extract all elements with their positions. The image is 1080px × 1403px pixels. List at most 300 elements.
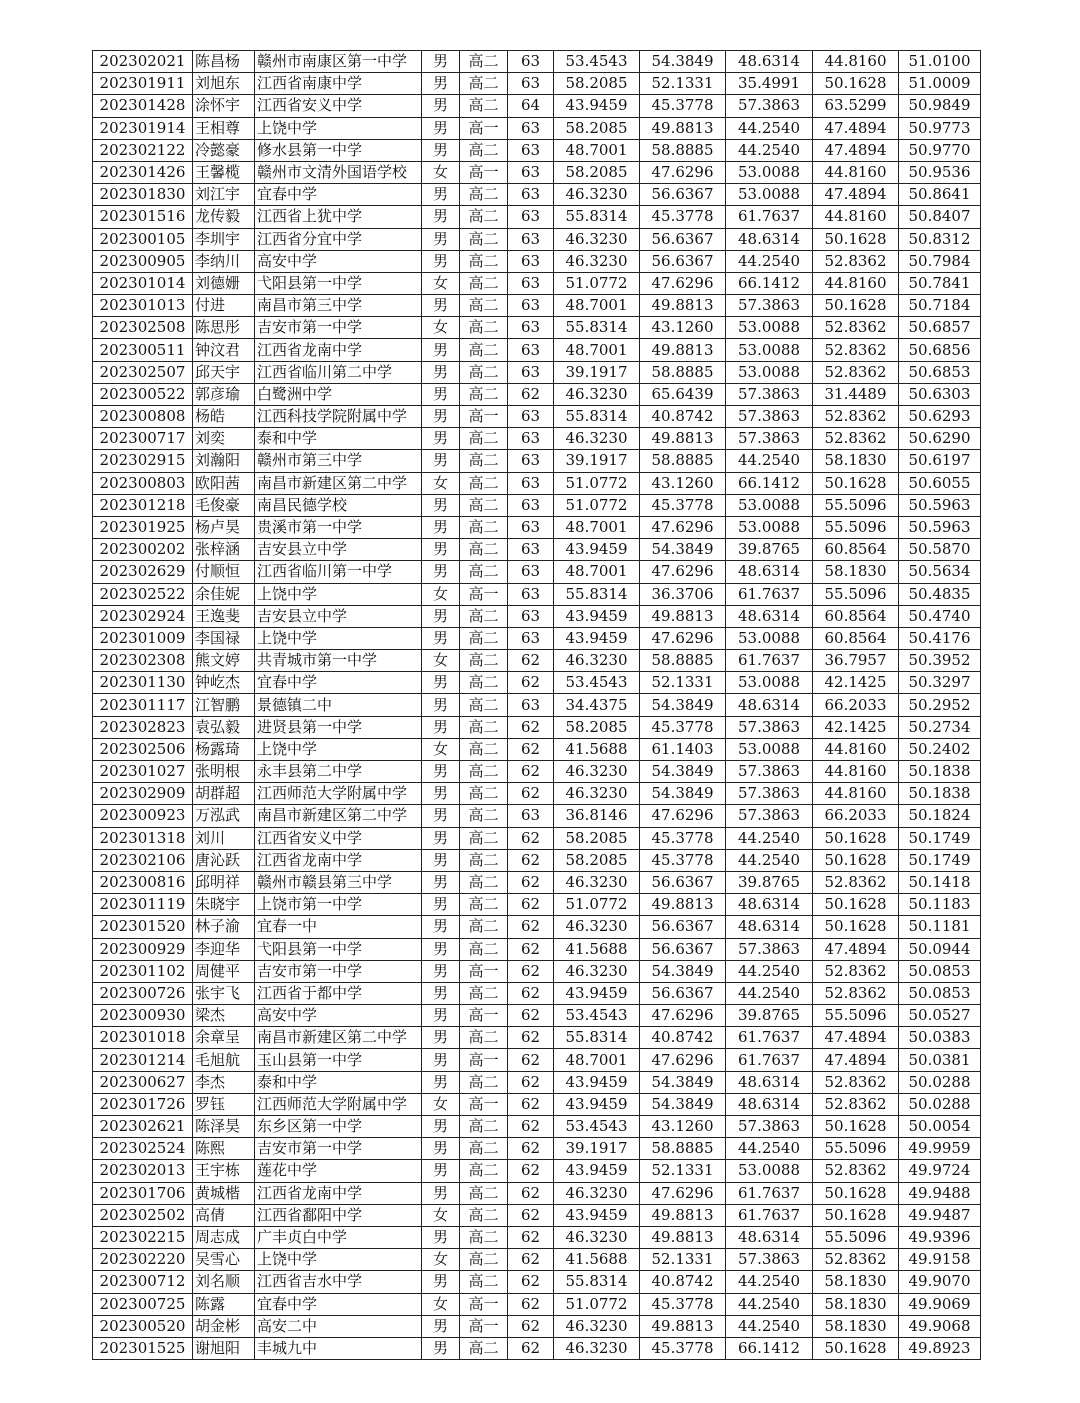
cell-subject-4: 55.5096 bbox=[813, 1005, 899, 1027]
cell-total: 50.8641 bbox=[899, 184, 981, 206]
cell-student-id: 202300511 bbox=[93, 339, 193, 361]
cell-subject-2: 49.8813 bbox=[640, 605, 726, 627]
cell-name: 王宇栋 bbox=[193, 1160, 255, 1182]
cell-subject-2: 49.8813 bbox=[640, 894, 726, 916]
cell-score: 62 bbox=[508, 716, 554, 738]
cell-subject-1: 39.1917 bbox=[554, 1138, 640, 1160]
cell-name: 刘名顺 bbox=[193, 1271, 255, 1293]
cell-score: 64 bbox=[508, 95, 554, 117]
cell-subject-2: 40.8742 bbox=[640, 1271, 726, 1293]
cell-gender: 男 bbox=[422, 916, 460, 938]
table-row bbox=[93, 1204, 981, 1226]
cell-score: 62 bbox=[508, 1116, 554, 1138]
cell-score: 63 bbox=[508, 805, 554, 827]
cell-student-id: 202301318 bbox=[93, 827, 193, 849]
table-row bbox=[93, 51, 981, 73]
cell-name: 陈昌杨 bbox=[193, 51, 255, 73]
cell-subject-1: 58.2085 bbox=[554, 161, 640, 183]
cell-grade: 高一 bbox=[460, 117, 508, 139]
cell-school: 江西科技学院附属中学 bbox=[255, 406, 422, 428]
cell-subject-1: 41.5688 bbox=[554, 1249, 640, 1271]
cell-grade: 高二 bbox=[460, 761, 508, 783]
table-row bbox=[93, 228, 981, 250]
cell-subject-4: 66.2033 bbox=[813, 694, 899, 716]
cell-subject-3: 53.0088 bbox=[726, 672, 813, 694]
cell-name: 龙传毅 bbox=[193, 206, 255, 228]
cell-subject-4: 50.1628 bbox=[813, 1337, 899, 1359]
table-row bbox=[93, 761, 981, 783]
cell-student-id: 202301830 bbox=[93, 184, 193, 206]
cell-student-id: 202302021 bbox=[93, 51, 193, 73]
cell-subject-1: 46.3230 bbox=[554, 228, 640, 250]
cell-grade: 高二 bbox=[460, 428, 508, 450]
cell-school: 景德镇二中 bbox=[255, 694, 422, 716]
cell-subject-1: 51.0772 bbox=[554, 272, 640, 294]
cell-subject-3: 39.8765 bbox=[726, 539, 813, 561]
cell-total: 50.4176 bbox=[899, 627, 981, 649]
cell-grade: 高一 bbox=[460, 583, 508, 605]
cell-subject-2: 52.1331 bbox=[640, 1249, 726, 1271]
cell-total: 50.7184 bbox=[899, 295, 981, 317]
cell-score: 62 bbox=[508, 738, 554, 760]
cell-subject-2: 45.3778 bbox=[640, 1293, 726, 1315]
cell-grade: 高二 bbox=[460, 627, 508, 649]
cell-subject-2: 58.8885 bbox=[640, 361, 726, 383]
cell-school: 玉山县第一中学 bbox=[255, 1049, 422, 1071]
cell-subject-4: 60.8564 bbox=[813, 627, 899, 649]
cell-subject-3: 53.0088 bbox=[726, 361, 813, 383]
cell-name: 余章呈 bbox=[193, 1027, 255, 1049]
cell-school: 南昌市新建区第二中学 bbox=[255, 472, 422, 494]
cell-grade: 高二 bbox=[460, 206, 508, 228]
cell-grade: 高二 bbox=[460, 1027, 508, 1049]
cell-gender: 女 bbox=[422, 1293, 460, 1315]
cell-grade: 高二 bbox=[460, 139, 508, 161]
cell-gender: 男 bbox=[422, 627, 460, 649]
cell-grade: 高一 bbox=[460, 960, 508, 982]
cell-subject-3: 44.2540 bbox=[726, 827, 813, 849]
cell-gender: 男 bbox=[422, 339, 460, 361]
cell-total: 50.2952 bbox=[899, 694, 981, 716]
cell-total: 51.0009 bbox=[899, 73, 981, 95]
cell-school: 江西师范大学附属中学 bbox=[255, 783, 422, 805]
cell-gender: 男 bbox=[422, 516, 460, 538]
cell-student-id: 202302506 bbox=[93, 738, 193, 760]
cell-student-id: 202302522 bbox=[93, 583, 193, 605]
cell-subject-4: 44.8160 bbox=[813, 161, 899, 183]
cell-subject-2: 43.1260 bbox=[640, 472, 726, 494]
cell-subject-4: 52.8362 bbox=[813, 250, 899, 272]
cell-name: 罗钰 bbox=[193, 1093, 255, 1115]
cell-score: 62 bbox=[508, 916, 554, 938]
cell-school: 赣州市文清外国语学校 bbox=[255, 161, 422, 183]
cell-name: 郭彦瑜 bbox=[193, 383, 255, 405]
cell-name: 杨皓 bbox=[193, 406, 255, 428]
cell-score: 63 bbox=[508, 184, 554, 206]
cell-subject-2: 56.6367 bbox=[640, 871, 726, 893]
cell-score: 63 bbox=[508, 472, 554, 494]
cell-subject-2: 54.3849 bbox=[640, 51, 726, 73]
cell-gender: 男 bbox=[422, 228, 460, 250]
cell-subject-3: 61.7637 bbox=[726, 650, 813, 672]
table-row bbox=[93, 117, 981, 139]
cell-score: 63 bbox=[508, 516, 554, 538]
cell-name: 付顺恒 bbox=[193, 561, 255, 583]
cell-subject-3: 44.2540 bbox=[726, 982, 813, 1004]
cell-subject-3: 53.0088 bbox=[726, 1160, 813, 1182]
cell-grade: 高二 bbox=[460, 539, 508, 561]
cell-gender: 男 bbox=[422, 1226, 460, 1248]
cell-score: 63 bbox=[508, 339, 554, 361]
cell-subject-1: 36.8146 bbox=[554, 805, 640, 827]
cell-subject-1: 46.3230 bbox=[554, 916, 640, 938]
cell-name: 高倩 bbox=[193, 1204, 255, 1226]
cell-subject-1: 51.0772 bbox=[554, 472, 640, 494]
cell-subject-1: 39.1917 bbox=[554, 450, 640, 472]
cell-grade: 高一 bbox=[460, 1293, 508, 1315]
cell-student-id: 202301520 bbox=[93, 916, 193, 938]
cell-grade: 高二 bbox=[460, 228, 508, 250]
table-row bbox=[93, 982, 981, 1004]
cell-score: 62 bbox=[508, 1249, 554, 1271]
cell-score: 63 bbox=[508, 117, 554, 139]
cell-total: 50.6293 bbox=[899, 406, 981, 428]
table-row bbox=[93, 960, 981, 982]
cell-school: 上饶市第一中学 bbox=[255, 894, 422, 916]
cell-name: 余佳妮 bbox=[193, 583, 255, 605]
table-row bbox=[93, 139, 981, 161]
cell-subject-2: 47.6296 bbox=[640, 516, 726, 538]
cell-grade: 高二 bbox=[460, 1271, 508, 1293]
cell-total: 49.8923 bbox=[899, 1337, 981, 1359]
cell-subject-1: 34.4375 bbox=[554, 694, 640, 716]
cell-student-id: 202301428 bbox=[93, 95, 193, 117]
cell-name: 黄城楷 bbox=[193, 1182, 255, 1204]
cell-subject-1: 55.8314 bbox=[554, 317, 640, 339]
cell-grade: 高二 bbox=[460, 716, 508, 738]
cell-total: 49.9724 bbox=[899, 1160, 981, 1182]
table-row bbox=[93, 1315, 981, 1337]
cell-subject-4: 50.1628 bbox=[813, 295, 899, 317]
cell-student-id: 202301102 bbox=[93, 960, 193, 982]
cell-score: 63 bbox=[508, 73, 554, 95]
cell-subject-4: 47.4894 bbox=[813, 938, 899, 960]
cell-subject-1: 58.2085 bbox=[554, 117, 640, 139]
cell-subject-3: 53.0088 bbox=[726, 184, 813, 206]
cell-score: 63 bbox=[508, 317, 554, 339]
cell-subject-4: 52.8362 bbox=[813, 1249, 899, 1271]
cell-gender: 男 bbox=[422, 827, 460, 849]
table-row bbox=[93, 783, 981, 805]
cell-student-id: 202301214 bbox=[93, 1049, 193, 1071]
cell-score: 62 bbox=[508, 650, 554, 672]
cell-student-id: 202300816 bbox=[93, 871, 193, 893]
cell-student-id: 202301911 bbox=[93, 73, 193, 95]
cell-student-id: 202301925 bbox=[93, 516, 193, 538]
cell-grade: 高二 bbox=[460, 494, 508, 516]
cell-score: 62 bbox=[508, 672, 554, 694]
cell-name: 周志成 bbox=[193, 1226, 255, 1248]
cell-total: 50.1749 bbox=[899, 827, 981, 849]
cell-score: 63 bbox=[508, 583, 554, 605]
cell-gender: 男 bbox=[422, 783, 460, 805]
table-row bbox=[93, 561, 981, 583]
cell-name: 刘江宇 bbox=[193, 184, 255, 206]
cell-subject-1: 46.3230 bbox=[554, 1315, 640, 1337]
table-row bbox=[93, 494, 981, 516]
cell-total: 50.1181 bbox=[899, 916, 981, 938]
cell-gender: 男 bbox=[422, 982, 460, 1004]
cell-subject-3: 57.3863 bbox=[726, 428, 813, 450]
table-row bbox=[93, 738, 981, 760]
cell-subject-2: 49.8813 bbox=[640, 339, 726, 361]
cell-school: 共青城市第一中学 bbox=[255, 650, 422, 672]
cell-subject-2: 54.3849 bbox=[640, 1071, 726, 1093]
table-row bbox=[93, 716, 981, 738]
cell-gender: 男 bbox=[422, 960, 460, 982]
cell-school: 永丰县第二中学 bbox=[255, 761, 422, 783]
cell-subject-4: 58.1830 bbox=[813, 561, 899, 583]
cell-school: 高安二中 bbox=[255, 1315, 422, 1337]
cell-name: 熊文婷 bbox=[193, 650, 255, 672]
cell-grade: 高二 bbox=[460, 361, 508, 383]
cell-gender: 男 bbox=[422, 938, 460, 960]
cell-total: 49.9488 bbox=[899, 1182, 981, 1204]
table-body bbox=[93, 51, 981, 1360]
cell-subject-1: 43.9459 bbox=[554, 982, 640, 1004]
cell-student-id: 202300202 bbox=[93, 539, 193, 561]
cell-grade: 高二 bbox=[460, 1138, 508, 1160]
cell-subject-3: 53.0088 bbox=[726, 627, 813, 649]
cell-name: 梁杰 bbox=[193, 1005, 255, 1027]
table-row bbox=[93, 805, 981, 827]
cell-school: 吉安县立中学 bbox=[255, 539, 422, 561]
cell-school: 上饶中学 bbox=[255, 583, 422, 605]
cell-name: 刘旭东 bbox=[193, 73, 255, 95]
cell-student-id: 202300627 bbox=[93, 1071, 193, 1093]
cell-subject-3: 44.2540 bbox=[726, 1138, 813, 1160]
cell-gender: 女 bbox=[422, 738, 460, 760]
cell-student-id: 202300930 bbox=[93, 1005, 193, 1027]
cell-student-id: 202301013 bbox=[93, 295, 193, 317]
cell-subject-1: 43.9459 bbox=[554, 1204, 640, 1226]
cell-gender: 男 bbox=[422, 383, 460, 405]
cell-student-id: 202302122 bbox=[93, 139, 193, 161]
cell-subject-4: 60.8564 bbox=[813, 605, 899, 627]
cell-grade: 高二 bbox=[460, 894, 508, 916]
cell-school: 贵溪市第一中学 bbox=[255, 516, 422, 538]
table-row bbox=[93, 295, 981, 317]
cell-subject-3: 44.2540 bbox=[726, 849, 813, 871]
cell-subject-4: 44.8160 bbox=[813, 51, 899, 73]
cell-gender: 男 bbox=[422, 894, 460, 916]
cell-grade: 高一 bbox=[460, 406, 508, 428]
cell-subject-4: 47.4894 bbox=[813, 117, 899, 139]
cell-school: 江西省分宜中学 bbox=[255, 228, 422, 250]
cell-name: 袁弘毅 bbox=[193, 716, 255, 738]
table-row bbox=[93, 1160, 981, 1182]
cell-total: 50.0288 bbox=[899, 1071, 981, 1093]
cell-gender: 男 bbox=[422, 694, 460, 716]
cell-total: 50.0054 bbox=[899, 1116, 981, 1138]
cell-subject-3: 61.7637 bbox=[726, 206, 813, 228]
cell-score: 63 bbox=[508, 51, 554, 73]
cell-subject-4: 50.1628 bbox=[813, 1182, 899, 1204]
cell-student-id: 202301009 bbox=[93, 627, 193, 649]
cell-subject-3: 44.2540 bbox=[726, 117, 813, 139]
cell-subject-4: 55.5096 bbox=[813, 1138, 899, 1160]
table-row bbox=[93, 250, 981, 272]
table-row bbox=[93, 672, 981, 694]
cell-name: 李迎华 bbox=[193, 938, 255, 960]
cell-name: 冷懿豪 bbox=[193, 139, 255, 161]
cell-grade: 高二 bbox=[460, 1226, 508, 1248]
cell-name: 吴雪心 bbox=[193, 1249, 255, 1271]
table-row bbox=[93, 95, 981, 117]
cell-subject-3: 48.6314 bbox=[726, 51, 813, 73]
cell-subject-2: 45.3778 bbox=[640, 494, 726, 516]
cell-school: 上饶中学 bbox=[255, 117, 422, 139]
cell-school: 白鹭洲中学 bbox=[255, 383, 422, 405]
table-row bbox=[93, 406, 981, 428]
cell-student-id: 202301018 bbox=[93, 1027, 193, 1049]
cell-gender: 男 bbox=[422, 95, 460, 117]
cell-score: 62 bbox=[508, 827, 554, 849]
cell-grade: 高二 bbox=[460, 783, 508, 805]
table-row bbox=[93, 871, 981, 893]
cell-subject-1: 43.9459 bbox=[554, 95, 640, 117]
table-row bbox=[93, 339, 981, 361]
cell-total: 50.9770 bbox=[899, 139, 981, 161]
cell-score: 62 bbox=[508, 1204, 554, 1226]
cell-school: 江西省龙南中学 bbox=[255, 339, 422, 361]
cell-subject-3: 61.7637 bbox=[726, 1182, 813, 1204]
cell-subject-4: 50.1628 bbox=[813, 916, 899, 938]
cell-student-id: 202300717 bbox=[93, 428, 193, 450]
cell-subject-1: 46.3230 bbox=[554, 650, 640, 672]
cell-student-id: 202301014 bbox=[93, 272, 193, 294]
cell-school: 吉安市第一中学 bbox=[255, 317, 422, 339]
cell-score: 63 bbox=[508, 361, 554, 383]
cell-student-id: 202302215 bbox=[93, 1226, 193, 1248]
table-row bbox=[93, 1337, 981, 1359]
cell-total: 50.0288 bbox=[899, 1093, 981, 1115]
cell-gender: 男 bbox=[422, 716, 460, 738]
cell-school: 高安中学 bbox=[255, 250, 422, 272]
cell-subject-1: 46.3230 bbox=[554, 184, 640, 206]
cell-student-id: 202302507 bbox=[93, 361, 193, 383]
cell-gender: 男 bbox=[422, 117, 460, 139]
table-row bbox=[93, 1093, 981, 1115]
cell-subject-3: 39.8765 bbox=[726, 871, 813, 893]
cell-grade: 高二 bbox=[460, 272, 508, 294]
cell-subject-4: 50.1628 bbox=[813, 1116, 899, 1138]
cell-gender: 男 bbox=[422, 295, 460, 317]
cell-name: 唐沁跃 bbox=[193, 849, 255, 871]
cell-subject-4: 50.1628 bbox=[813, 1204, 899, 1226]
cell-subject-1: 58.2085 bbox=[554, 827, 640, 849]
cell-score: 63 bbox=[508, 561, 554, 583]
table-row bbox=[93, 73, 981, 95]
cell-subject-2: 58.8885 bbox=[640, 650, 726, 672]
cell-student-id: 202300929 bbox=[93, 938, 193, 960]
cell-name: 胡金彬 bbox=[193, 1315, 255, 1337]
cell-total: 50.2402 bbox=[899, 738, 981, 760]
cell-gender: 男 bbox=[422, 805, 460, 827]
cell-school: 南昌民德学校 bbox=[255, 494, 422, 516]
cell-total: 50.9849 bbox=[899, 95, 981, 117]
cell-student-id: 202301218 bbox=[93, 494, 193, 516]
cell-school: 上饶中学 bbox=[255, 1249, 422, 1271]
cell-gender: 男 bbox=[422, 450, 460, 472]
cell-student-id: 202302308 bbox=[93, 650, 193, 672]
cell-score: 63 bbox=[508, 206, 554, 228]
cell-subject-3: 57.3863 bbox=[726, 938, 813, 960]
cell-subject-3: 66.1412 bbox=[726, 272, 813, 294]
cell-subject-2: 56.6367 bbox=[640, 250, 726, 272]
cell-grade: 高二 bbox=[460, 561, 508, 583]
cell-subject-2: 36.3706 bbox=[640, 583, 726, 605]
cell-subject-1: 46.3230 bbox=[554, 1182, 640, 1204]
cell-name: 邱天宇 bbox=[193, 361, 255, 383]
cell-name: 杨卢昊 bbox=[193, 516, 255, 538]
cell-name: 李国禄 bbox=[193, 627, 255, 649]
cell-name: 李杰 bbox=[193, 1071, 255, 1093]
table-row bbox=[93, 1071, 981, 1093]
cell-score: 63 bbox=[508, 428, 554, 450]
cell-gender: 男 bbox=[422, 849, 460, 871]
cell-subject-2: 49.8813 bbox=[640, 295, 726, 317]
cell-school: 莲花中学 bbox=[255, 1160, 422, 1182]
cell-name: 李纳川 bbox=[193, 250, 255, 272]
cell-score: 63 bbox=[508, 694, 554, 716]
cell-subject-1: 51.0772 bbox=[554, 1293, 640, 1315]
cell-total: 51.0100 bbox=[899, 51, 981, 73]
cell-subject-2: 56.6367 bbox=[640, 982, 726, 1004]
cell-subject-1: 46.3230 bbox=[554, 960, 640, 982]
cell-score: 62 bbox=[508, 1182, 554, 1204]
cell-subject-2: 58.8885 bbox=[640, 1138, 726, 1160]
cell-subject-3: 53.0088 bbox=[726, 317, 813, 339]
cell-name: 胡群超 bbox=[193, 783, 255, 805]
cell-subject-3: 48.6314 bbox=[726, 916, 813, 938]
cell-subject-4: 52.8362 bbox=[813, 982, 899, 1004]
cell-subject-2: 56.6367 bbox=[640, 184, 726, 206]
cell-subject-3: 44.2540 bbox=[726, 139, 813, 161]
cell-total: 49.9487 bbox=[899, 1204, 981, 1226]
cell-subject-3: 44.2540 bbox=[726, 960, 813, 982]
cell-grade: 高二 bbox=[460, 849, 508, 871]
cell-school: 江西省南康中学 bbox=[255, 73, 422, 95]
cell-score: 63 bbox=[508, 250, 554, 272]
cell-name: 周健平 bbox=[193, 960, 255, 982]
cell-subject-4: 55.5096 bbox=[813, 583, 899, 605]
cell-score: 62 bbox=[508, 783, 554, 805]
cell-subject-4: 55.5096 bbox=[813, 1226, 899, 1248]
cell-score: 63 bbox=[508, 228, 554, 250]
table-row bbox=[93, 894, 981, 916]
cell-subject-1: 41.5688 bbox=[554, 938, 640, 960]
cell-gender: 男 bbox=[422, 250, 460, 272]
table-row bbox=[93, 161, 981, 183]
cell-gender: 女 bbox=[422, 1093, 460, 1115]
cell-name: 毛旭航 bbox=[193, 1049, 255, 1071]
cell-grade: 高二 bbox=[460, 694, 508, 716]
cell-grade: 高二 bbox=[460, 317, 508, 339]
cell-student-id: 202302924 bbox=[93, 605, 193, 627]
cell-subject-1: 58.2085 bbox=[554, 716, 640, 738]
cell-subject-1: 55.8314 bbox=[554, 1027, 640, 1049]
